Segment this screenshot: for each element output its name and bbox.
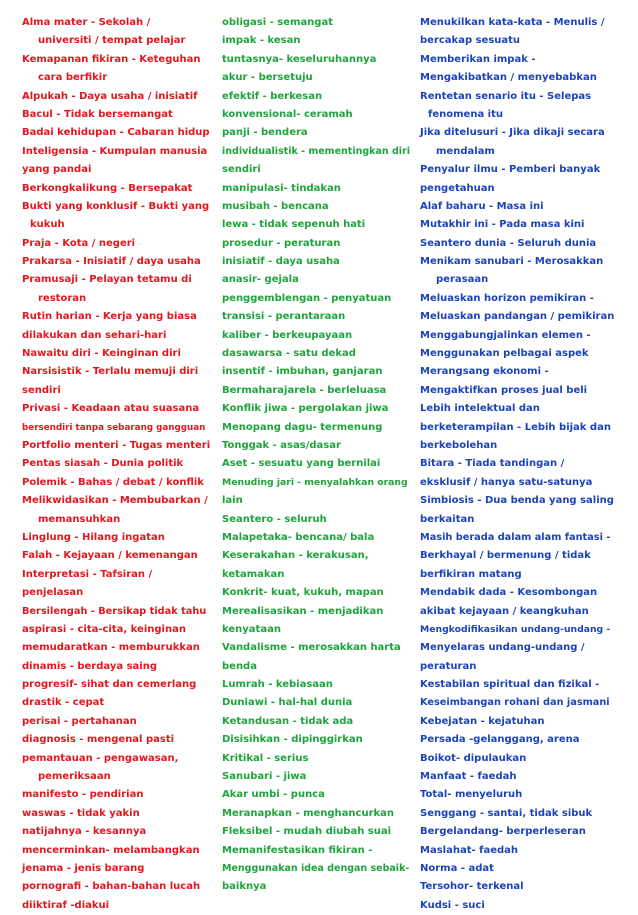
vocabulary-line: Tersohor- terkenal: [420, 881, 524, 893]
vocabulary-line: efektif - berkesan: [222, 90, 323, 102]
vocabulary-line: Akar umbi - punca: [222, 789, 325, 801]
vocabulary-line: insentif - imbuhan, ganjaran: [222, 366, 383, 378]
vocabulary-line: Merealisasikan - menjadikan: [222, 605, 384, 617]
vocabulary-line: Portfolio menteri - Tugas menteri: [22, 439, 211, 451]
vocabulary-line: Badai kehidupan - Cabaran hidup: [22, 127, 210, 139]
vocabulary-line: Duniawi - hal-hal dunia: [222, 697, 353, 709]
vocabulary-line: Keserakahan - kerakusan,: [222, 550, 369, 562]
vocabulary-line: Penyalur ilmu - Pemberi banyak: [420, 164, 601, 176]
vocabulary-line: Berkongkalikung - Bersepakat: [22, 182, 193, 194]
vocabulary-line: mencerminkan- melambangkan: [22, 844, 200, 856]
vocabulary-line: Total- menyeluruh: [420, 789, 523, 801]
vocabulary-line: Kudsi - suci: [420, 899, 485, 911]
vocabulary-line: Meluaskan pandangan / pemikiran: [420, 311, 615, 323]
vocabulary-line: Berkhayal / bermenung / tidak: [420, 550, 591, 562]
vocabulary-line: Konflik jiwa - pergolakan jiwa: [222, 403, 389, 415]
vocabulary-line: Memberikan impak -: [420, 53, 536, 65]
vocabulary-line: Polemik - Bahas / debat / konflik: [22, 476, 204, 488]
vocabulary-line: Lumrah - kebiasaan: [222, 679, 333, 691]
vocabulary-line: perasaan: [436, 274, 489, 286]
vocabulary-line: Fleksibel - mudah diubah suai: [222, 826, 392, 838]
vocabulary-line: cara berfikir: [38, 72, 108, 84]
vocabulary-line: Norma - adat: [420, 862, 494, 874]
vocabulary-line: prosedur - peraturan: [222, 237, 341, 249]
vocabulary-line: Melikwidasikan - Membubarkan /: [22, 495, 208, 507]
vocabulary-line: Bacul - Tidak bersemangat: [22, 108, 173, 120]
vocabulary-line: aspirasi - cita-cita, keinginan: [22, 623, 186, 635]
vocabulary-line: universiti / tempat pelajar: [38, 35, 186, 47]
vocabulary-line: Bergelandang- berperleseran: [420, 826, 586, 838]
vocabulary-line: lewa - tidak sepenuh hati: [222, 219, 366, 231]
vocabulary-line: mendalam: [436, 145, 495, 157]
vocabulary-line: baiknya: [222, 881, 267, 893]
vocabulary-line: bersendiri tanpa sebarang gangguan: [22, 422, 206, 433]
vocabulary-line: Senggang - santai, tidak sibuk: [420, 807, 593, 819]
vocabulary-column-3: [420, 14, 614, 915]
vocabulary-line: manipulasi- tindakan: [222, 182, 341, 194]
vocabulary-line: pemeriksaan: [38, 771, 111, 783]
vocabulary-line: Malapetaka- bencana/ bala: [222, 531, 375, 543]
vocabulary-line: Interpretasi - Tafsiran /: [22, 568, 153, 580]
vocabulary-line: perisai - pertahanan: [22, 715, 137, 727]
vocabulary-column-1: [22, 14, 210, 915]
vocabulary-line: pornografi - bahan-bahan lucah: [22, 881, 201, 893]
vocabulary-line: Inteligensia - Kumpulan manusia: [22, 145, 208, 157]
vocabulary-line: Bersilengah - Bersikap tidak tahu: [22, 605, 207, 617]
vocabulary-line: Narsisistik - Terlalu memuji diri: [22, 366, 199, 378]
vocabulary-line: sendiri: [222, 164, 261, 176]
vocabulary-line: drastik - cepat: [22, 697, 105, 709]
vocabulary-line: Kritikal - serius: [222, 752, 309, 764]
vocabulary-line: Maslahat- faedah: [420, 844, 519, 856]
vocabulary-line: fenomena itu: [428, 108, 503, 120]
vocabulary-line: Menggunakan pelbagai aspek: [420, 348, 589, 360]
vocabulary-line: Manfaat - faedah: [420, 771, 517, 783]
vocabulary-line: waswas - tidak yakin: [22, 807, 140, 819]
vocabulary-line: Nawaitu diri - Keinginan diri: [22, 348, 181, 360]
vocabulary-line: dilakukan dan sehari-hari: [22, 329, 167, 341]
vocabulary-line: Konkrit- kuat, kukuh, mapan: [222, 587, 384, 599]
vocabulary-line: Memanifestasikan fikiran -: [222, 844, 373, 856]
vocabulary-line: Lebih intelektual dan: [420, 403, 540, 415]
vocabulary-line: Sanubari - jiwa: [222, 771, 307, 783]
vocabulary-line: Alma mater - Sekolah /: [22, 17, 151, 28]
vocabulary-line: Persada -gelanggang, arena: [420, 734, 580, 746]
vocabulary-line: Linglung - Hilang ingatan: [22, 531, 165, 543]
vocabulary-line: Mengkodifikasikan undang-undang -: [420, 623, 611, 635]
vocabulary-line: pemantauan - pengawasan,: [22, 752, 179, 764]
vocabulary-line: akibat kejayaan / keangkuhan: [420, 605, 589, 617]
vocabulary-line: Tonggak - asas/dasar: [222, 439, 341, 451]
vocabulary-line: peraturan: [420, 660, 477, 672]
vocabulary-line: dasawarsa - satu dekad: [222, 348, 356, 360]
vocabulary-line: Kebejatan - kejatuhan: [420, 715, 545, 727]
vocabulary-line: Privasi - Keadaan atau suasana: [22, 403, 200, 415]
vocabulary-line: Menuding jari - menyalahkan orang: [222, 476, 408, 488]
vocabulary-line: berkaitan: [420, 513, 475, 525]
vocabulary-line: yang pandai: [22, 164, 92, 176]
vocabulary-line: Praja - Kota / negeri: [22, 237, 136, 249]
vocabulary-line: Kestabilan spiritual dan fizikal -: [420, 679, 600, 691]
vocabulary-line: restoran: [38, 292, 87, 304]
vocabulary-line: kukuh: [30, 219, 65, 231]
vocabulary-line: ketamakan: [222, 568, 285, 580]
vocabulary-line: transisi - perantaraan: [222, 311, 346, 323]
vocabulary-line: Bitara - Tiada tandingan /: [420, 458, 565, 470]
vocabulary-line: Rentetan senario itu - Selepas: [420, 90, 592, 102]
vocabulary-line: Jika ditelusuri - Jika dikaji secara: [420, 127, 605, 139]
vocabulary-line: musibah - bencana: [222, 200, 329, 212]
vocabulary-line: Menukilkan kata-kata - Menulis /: [420, 17, 605, 28]
vocabulary-line: tuntasnya- keseluruhannya: [222, 53, 377, 65]
vocabulary-line: Vandalisme - merosakkan harta: [222, 642, 401, 654]
vocabulary-line: diagnosis - mengenal pasti: [22, 734, 175, 746]
vocabulary-line: memansuhkan: [38, 513, 121, 525]
vocabulary-line: Merangsang ekonomi -: [420, 366, 549, 378]
vocabulary-line: Seantero dunia - Seluruh dunia: [420, 237, 597, 249]
vocabulary-line: impak - kesan: [222, 35, 301, 47]
vocabulary-line: Seantero - seluruh: [222, 513, 327, 525]
vocabulary-line: individualistik - mementingkan diri: [222, 145, 410, 157]
vocabulary-column-2: [222, 14, 412, 897]
vocabulary-line: penggemblengan - penyatuan: [222, 292, 392, 304]
vocabulary-line: anasir- gejala: [222, 274, 299, 286]
vocabulary-line: Falah - Kejayaan / kemenangan: [22, 550, 198, 562]
vocabulary-line: sendiri: [22, 384, 61, 396]
vocabulary-line: Kemapanan fikiran - Keteguhan: [22, 53, 201, 65]
vocabulary-line: bercakap sesuatu: [420, 35, 521, 47]
vocabulary-line: jenama - jenis barang: [22, 862, 145, 874]
vocabulary-line: Bukti yang konklusif - Bukti yang: [22, 200, 210, 212]
vocabulary-line: progresif- sihat dan cemerlang: [22, 679, 197, 691]
vocabulary-line: Meluaskan horizon pemikiran -: [420, 292, 594, 304]
vocabulary-line: berkebolehan: [420, 439, 498, 451]
vocabulary-line: Keseimbangan rohani dan jasmani: [420, 697, 610, 709]
vocabulary-line: berketerampilan - Lebih bijak dan: [420, 421, 611, 433]
vocabulary-line: Mendabik dada - Kesombongan: [420, 587, 598, 599]
vocabulary-line: obligasi - semangat: [222, 17, 333, 28]
vocabulary-line: Pentas siasah - Dunia politik: [22, 458, 184, 470]
vocabulary-line: Rutin harian - Kerja yang biasa: [22, 311, 197, 323]
vocabulary-line: Aset - sesuatu yang bernilai: [222, 458, 381, 470]
vocabulary-line: Boikot- dipulaukan: [420, 752, 527, 764]
vocabulary-line: Pramusaji - Pelayan tetamu di: [22, 274, 192, 286]
vocabulary-line: konvensional- ceramah: [222, 108, 353, 120]
vocabulary-line: Alaf baharu - Masa ini: [420, 200, 544, 212]
vocabulary-line: kenyataan: [222, 623, 281, 635]
vocabulary-line: Masih berada dalam alam fantasi -: [420, 531, 611, 543]
vocabulary-line: Menikam sanubari - Merosakkan: [420, 256, 604, 268]
vocabulary-line: Alpukah - Daya usaha / inisiatif: [22, 90, 198, 102]
vocabulary-line: Menggunakan idea dengan sebaik-: [222, 862, 410, 874]
vocabulary-line: natijahnya - kesannya: [22, 826, 147, 838]
vocabulary-line: Mengakibatkan / menyebabkan: [420, 72, 597, 84]
vocabulary-line: Prakarsa - Inisiatif / daya usaha: [22, 256, 201, 268]
vocabulary-line: akur - bersetuju: [222, 72, 313, 84]
vocabulary-line: Mengaktifkan proses jual beli: [420, 384, 588, 396]
vocabulary-line: Ketandusan - tidak ada: [222, 715, 354, 727]
vocabulary-line: Menyelaras undang-undang /: [420, 642, 585, 654]
vocabulary-line: manifesto - pendirian: [22, 789, 144, 801]
vocabulary-line: Disisihkan - dipinggirkan: [222, 734, 363, 746]
vocabulary-line: Bermaharajarela - berleluasa: [222, 384, 387, 396]
vocabulary-line: Menopang dagu- termenung: [222, 421, 383, 433]
vocabulary-line: panji - bendera: [222, 127, 308, 139]
vocabulary-line: pengetahuan: [420, 182, 495, 194]
vocabulary-line: Simbiosis - Dua benda yang saling: [420, 495, 614, 507]
vocabulary-line: memudaratkan - memburukkan: [22, 642, 200, 654]
vocabulary-line: Menggabungjalinkan elemen -: [420, 329, 591, 341]
vocabulary-line: penjelasan: [22, 587, 84, 599]
vocabulary-line: kaliber - berkeupayaan: [222, 329, 353, 341]
vocabulary-line: benda: [222, 660, 257, 672]
vocabulary-line: Meranapkan - menghancurkan: [222, 807, 395, 819]
vocabulary-line: dinamis - berdaya saing: [22, 660, 157, 672]
vocabulary-line: eksklusif / hanya satu-satunya: [420, 476, 593, 488]
vocabulary-line: diiktiraf -diakui: [22, 899, 110, 911]
vocabulary-line: berfikiran matang: [420, 568, 522, 580]
vocabulary-line: Mutakhir ini - Pada masa kini: [420, 219, 585, 231]
vocabulary-line: inisiatif - daya usaha: [222, 256, 340, 268]
vocabulary-line: lain: [222, 495, 243, 507]
